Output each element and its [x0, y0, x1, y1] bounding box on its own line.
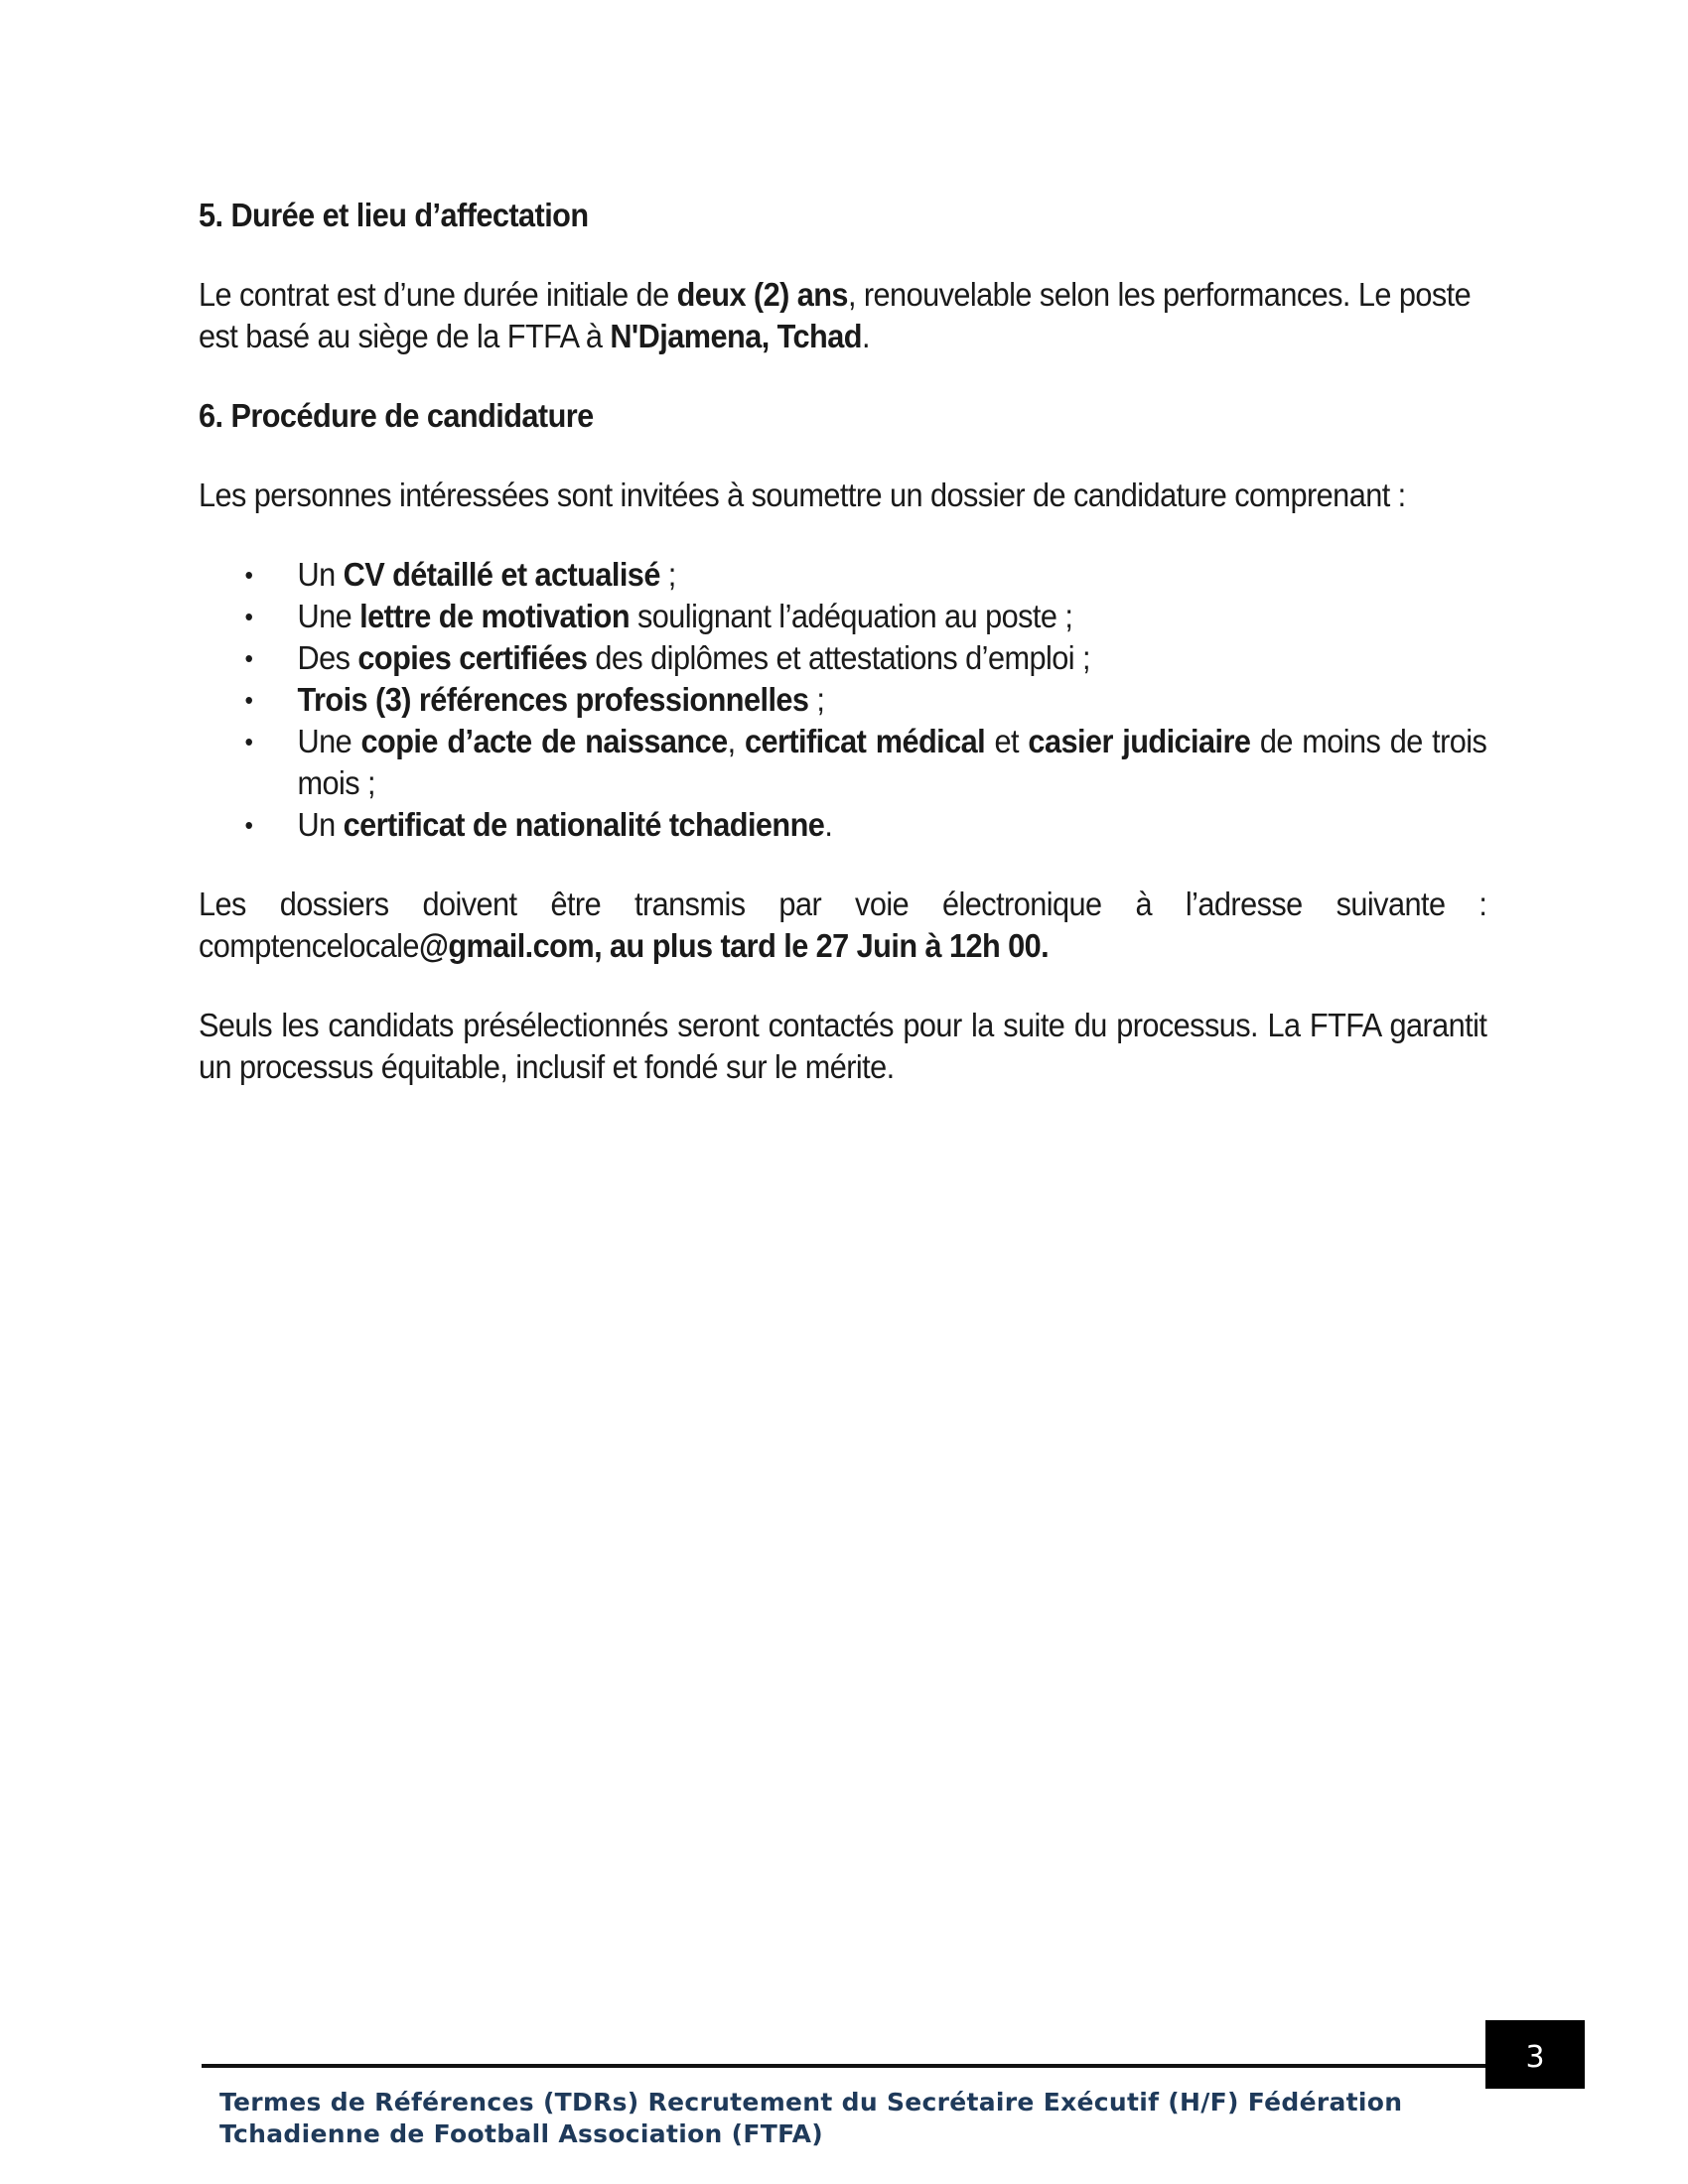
- section-6-intro: Les personnes intéressées sont invitées à soumettre un dossier de candidature comprenant :: [199, 477, 1406, 513]
- text-run: .: [824, 806, 833, 843]
- footer-title: Termes de Références (TDRs) Recrutement du Secrétaire Exécutif (H/F) Fédération Tchadienne de Football Association (FTFA): [219, 2088, 1403, 2148]
- text-run: Une: [297, 723, 361, 759]
- page-number: 3: [1525, 2040, 1545, 2075]
- text-run: de moins de trois mois ;: [297, 723, 1487, 801]
- text-run: soulignant l’adéquation au poste ;: [630, 598, 1073, 634]
- text-run: Une: [297, 598, 360, 634]
- text-run: Un: [297, 806, 344, 843]
- bold-run: CV détaillé et actualisé: [343, 556, 660, 593]
- list-item: [199, 596, 1486, 637]
- text-run: , renouvelable selon les performances. Le poste est basé au siège de la FTFA à: [199, 276, 1472, 354]
- list-item: [199, 637, 1486, 679]
- text-run: des diplômes et attestations d’emploi ;: [587, 639, 1090, 676]
- text-run: Le contrat est d’une durée initiale de: [199, 276, 677, 313]
- bullet-icon: •: [244, 643, 253, 673]
- bold-run: copie d’acte de naissance: [360, 723, 728, 759]
- document-body: [199, 195, 1486, 1126]
- list-item: [199, 554, 1486, 596]
- list-item: [199, 679, 1486, 721]
- text-run: Des: [297, 639, 358, 676]
- submission-line-1: Les dossiers doivent être transmis par voie électronique à l’adresse suivante :: [199, 886, 1487, 922]
- text-run: .: [861, 318, 870, 354]
- footer-divider: [202, 2064, 1486, 2068]
- required-documents-list: [199, 554, 1486, 846]
- bold-run: lettre de motivation: [359, 598, 631, 634]
- bold-run: deux (2) ans: [676, 276, 848, 313]
- bold-run: certificat médical: [744, 723, 986, 759]
- text-run: ;: [808, 681, 825, 718]
- bold-run: casier judiciaire: [1028, 723, 1251, 759]
- bold-run: copies certifiées: [357, 639, 588, 676]
- text-run: et: [985, 723, 1029, 759]
- list-item: [199, 721, 1486, 804]
- bullet-icon: •: [244, 685, 253, 715]
- bold-run: Trois (3) références professionnelles: [297, 681, 809, 718]
- text-run: ,: [727, 723, 745, 759]
- list-item: [199, 804, 1486, 846]
- closing-paragraph: Seuls les candidats présélectionnés seront contactés pour la suite du processus. La FTFA garantit un processus équitable, inclusif et fondé sur le mérite.: [199, 1007, 1487, 1085]
- section-6-heading: 6. Procédure de candidature: [199, 397, 594, 434]
- bullet-icon: •: [244, 560, 253, 590]
- submission-paragraph: [199, 884, 1486, 967]
- section-5-heading: 5. Durée et lieu d’affectation: [199, 197, 589, 233]
- bold-run: N'Djamena, Tchad: [610, 318, 862, 354]
- email-address-plain: comptencelocale: [199, 927, 419, 964]
- bold-run: certificat de nationalité tchadienne: [343, 806, 825, 843]
- text-run: Un: [297, 556, 344, 593]
- bullet-icon: •: [244, 602, 253, 631]
- section-5-paragraph: [199, 274, 1486, 357]
- email-deadline-bold: @gmail.com, au plus tard le 27 Juin à 12h 00.: [418, 927, 1050, 964]
- bullet-icon: •: [244, 727, 253, 756]
- text-run: ;: [659, 556, 676, 593]
- bullet-icon: •: [244, 810, 253, 840]
- page-number-badge: [1485, 2020, 1585, 2089]
